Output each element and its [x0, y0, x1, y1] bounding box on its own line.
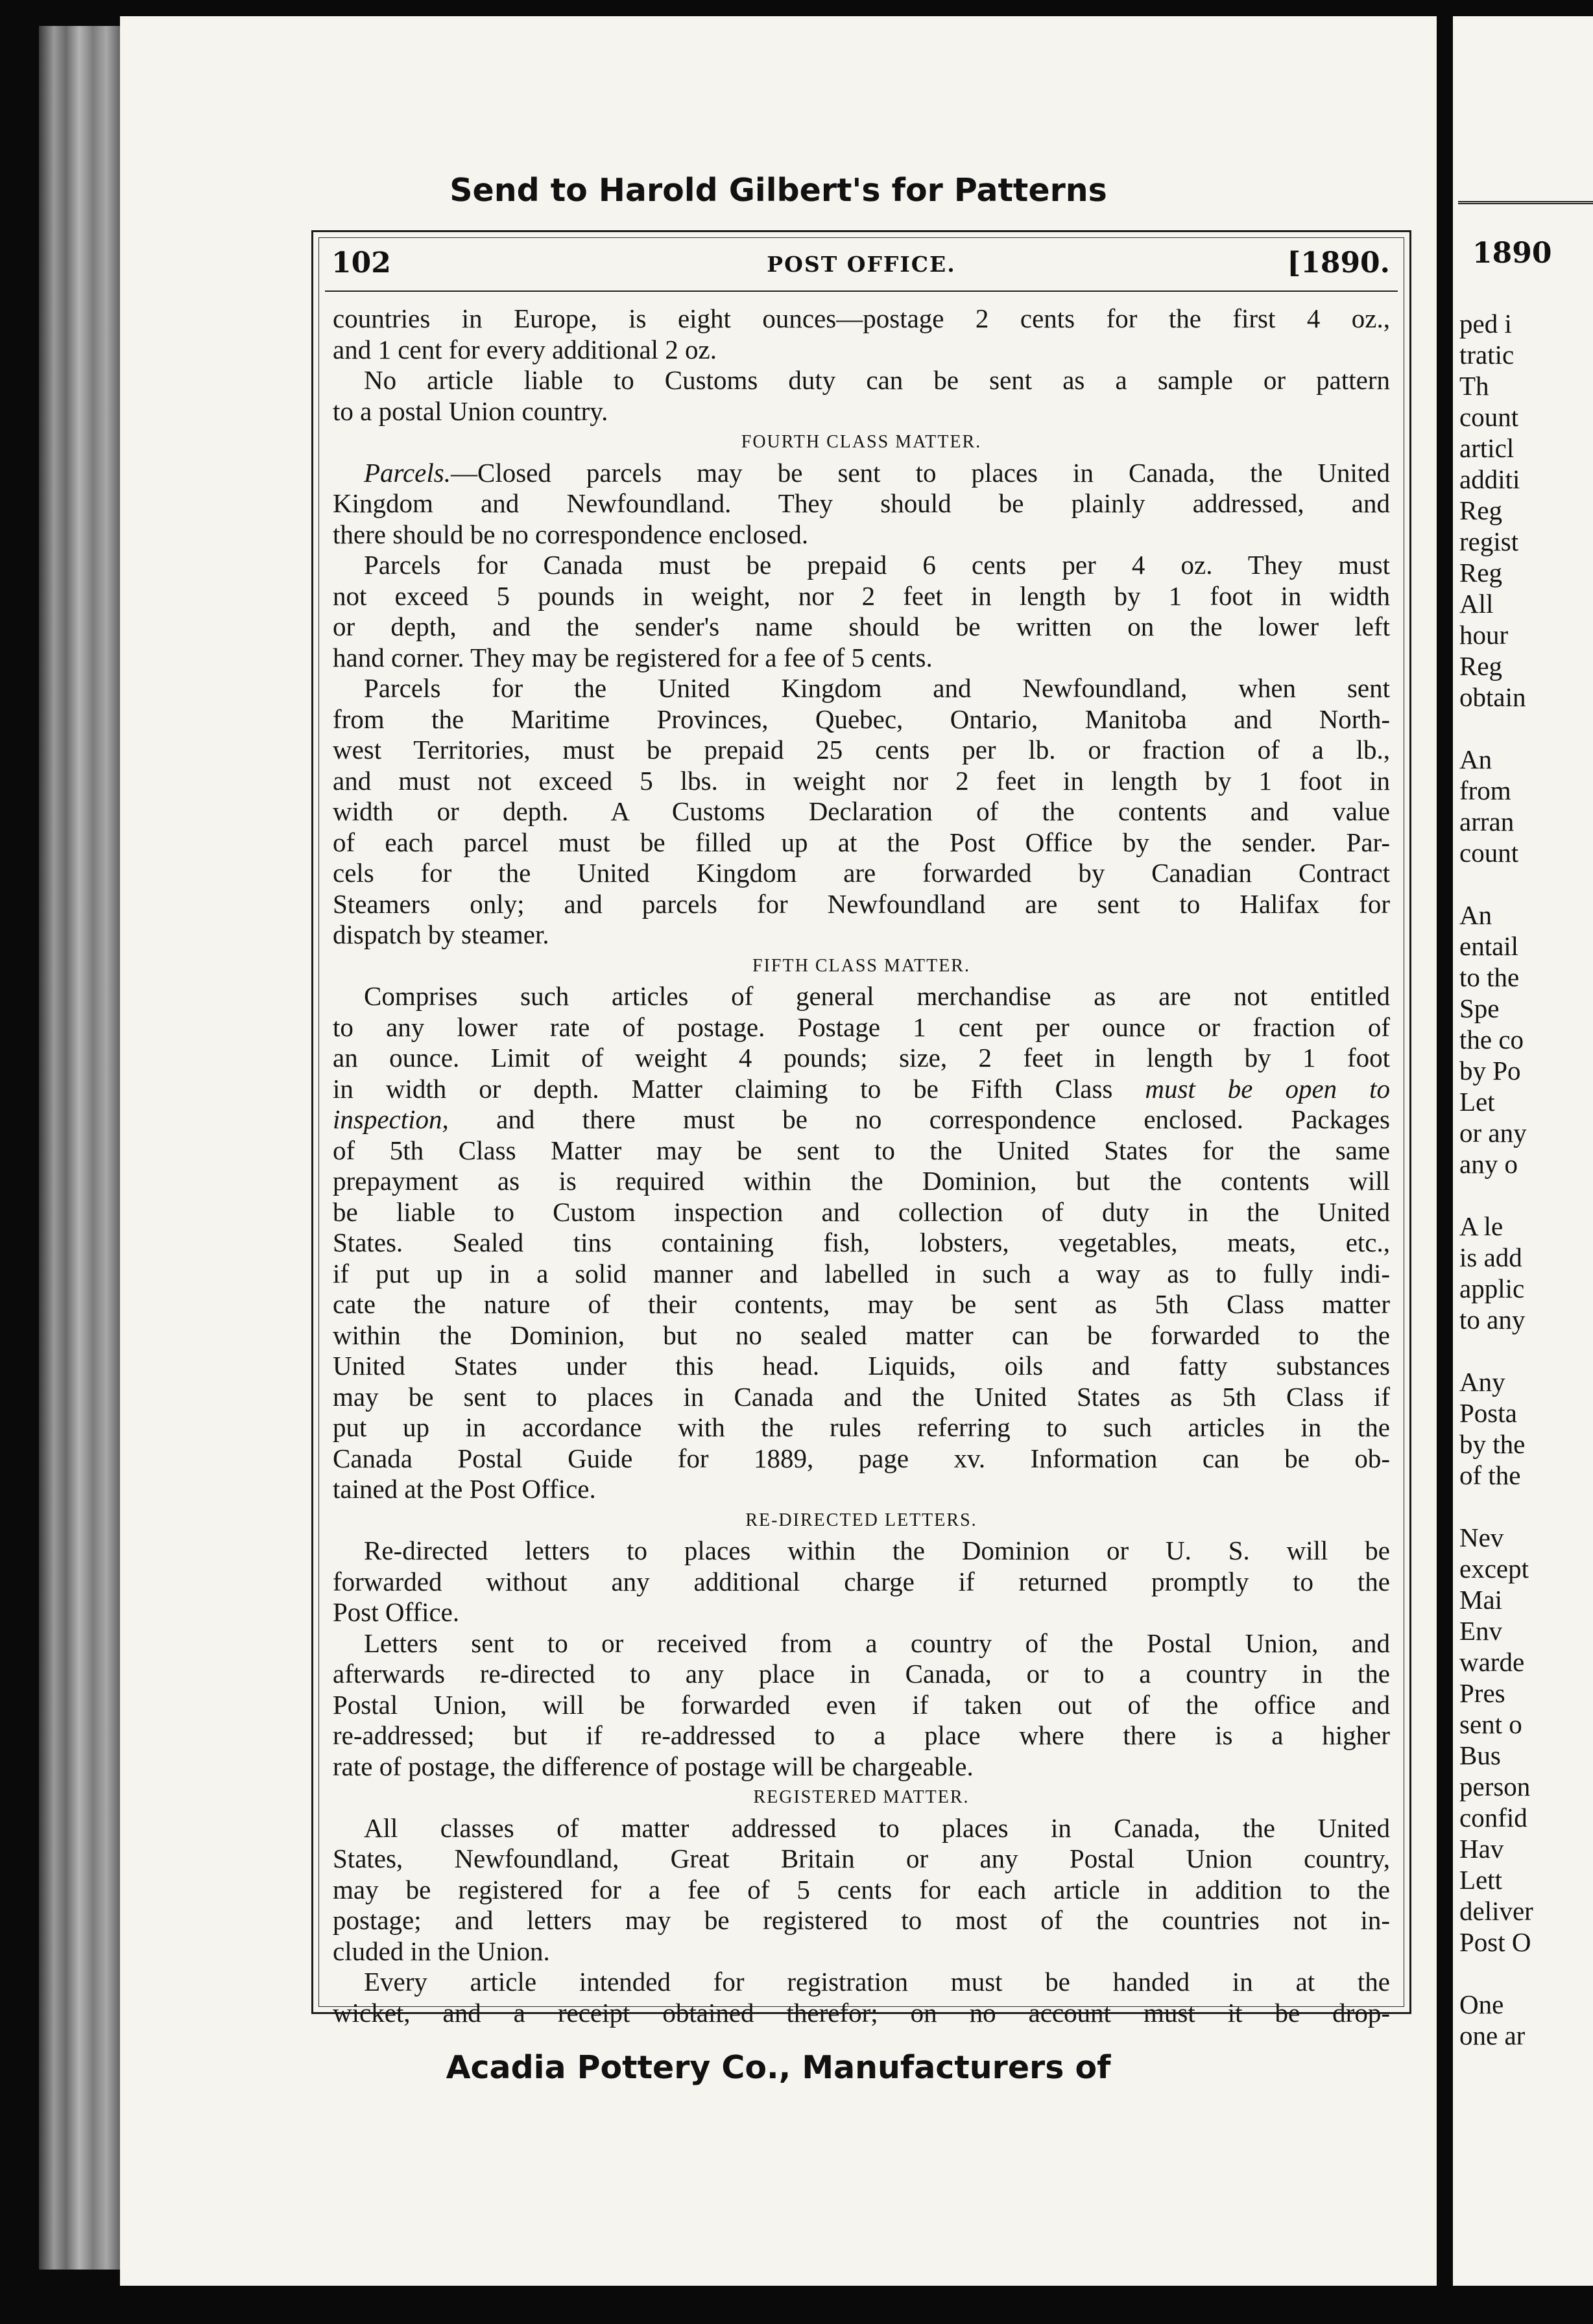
- text-line: No article liable to Customs duty can be sent as a sample or pattern: [364, 365, 1390, 395]
- text-line: of 5th Class Matter may be sent to the United States for the same: [333, 1135, 1390, 1165]
- adjacent-page-line: Post O: [1459, 1927, 1531, 1957]
- page-number: 102: [331, 246, 391, 279]
- adjacent-page-line: obtain: [1459, 682, 1526, 712]
- adjacent-page-line: one ar: [1459, 2021, 1526, 2050]
- adjacent-page-line: by the: [1459, 1429, 1526, 1459]
- text-line: Parcels for the United Kingdom and Newfoundland, when sent: [364, 673, 1390, 703]
- text-line: postage; and letters may be registered to most of the countries not in-: [333, 1905, 1390, 1935]
- text-line: from the Maritime Provinces, Quebec, Ontario, Manitoba and North-: [333, 704, 1390, 734]
- text-line: Letters sent to or received from a country of the Postal Union, and: [364, 1628, 1390, 1658]
- adjacent-page-line: Nev: [1459, 1523, 1504, 1552]
- body-text: [333, 303, 1390, 2028]
- adjacent-page-line: hour: [1459, 620, 1509, 650]
- emphasis-text: must be open to: [1145, 1073, 1390, 1104]
- text-line: hand corner. They may be registered for a fee of 5 cents.: [333, 642, 933, 672]
- text-line: if put up in a solid manner and labelled in such a way as to fully indi-: [333, 1258, 1390, 1288]
- adjacent-page-line: Any: [1459, 1367, 1505, 1397]
- adjacent-page-line: Lett: [1459, 1865, 1503, 1895]
- book-spine: [39, 26, 123, 2270]
- adjacent-page-line: [1459, 1335, 1593, 1366]
- text-line: there should be no correspondence enclosed.: [333, 519, 809, 549]
- text-line: tained at the Post Office.: [333, 1474, 596, 1504]
- adjacent-page-line: One: [1459, 1989, 1504, 2019]
- text-line: Comprises such articles of general merchandise as are not entitled: [364, 981, 1390, 1011]
- adjacent-page-line: warde: [1459, 1647, 1525, 1677]
- adjacent-page-line: from: [1459, 776, 1511, 805]
- adjacent-page-line: [1459, 1958, 1593, 1989]
- text-line: may be registered for a fee of 5 cents for each article in addition to the: [333, 1874, 1390, 1904]
- text-line: and 1 cent for every additional 2 oz.: [333, 334, 717, 364]
- text-line: cels for the United Kingdom are forwarded by Canadian Contract: [333, 858, 1390, 888]
- adjacent-page-line: Reg: [1459, 495, 1503, 525]
- adjacent-page-line: to any: [1459, 1305, 1526, 1334]
- text-line: afterwards re-directed to any place in Canada, or to a country in the: [333, 1659, 1390, 1689]
- adjacent-page-line: sent o: [1459, 1709, 1522, 1739]
- text-line: rate of postage, the difference of postage will be chargeable.: [333, 1751, 974, 1781]
- adjacent-page-line: ped i: [1459, 309, 1512, 338]
- parcels-label: Parcels.: [364, 457, 451, 488]
- text-line: west Territories, must be prepaid 25 cents per lb. or fraction of a lb.,: [333, 735, 1390, 765]
- text-line: be liable to Custom inspection and collection of duty in the United: [333, 1196, 1390, 1227]
- text-line: an ounce. Limit of weight 4 pounds; size, 2 feet in length by 1 foot: [333, 1043, 1390, 1073]
- text-line: wicket, and a receipt obtained therefor; on no account must it be drop-: [333, 1997, 1390, 2028]
- adjacent-page-line: articl: [1459, 433, 1515, 463]
- adjacent-page-line: arran: [1459, 807, 1515, 836]
- adjacent-page-line: An: [1459, 744, 1492, 774]
- header-advertisement: Send to Harold Gilbert's for Patterns: [449, 172, 1107, 209]
- adjacent-page-line: deliver: [1459, 1896, 1533, 1926]
- text-fragment: and there must be no correspondence enclosed. Packages: [448, 1104, 1390, 1134]
- text-line: and must not exceed 5 lbs. in weight nor 2 feet in length by 1 foot in: [333, 765, 1390, 796]
- adjacent-page-line: of the: [1459, 1460, 1521, 1490]
- adjacent-page: [1453, 16, 1593, 2286]
- text-line: Re-directed letters to places within the Dominion or U. S. will be: [364, 1536, 1390, 1565]
- text-line: within the Dominion, but no sealed matter can be forwarded to the: [333, 1320, 1390, 1350]
- adjacent-page-line: Mai: [1459, 1585, 1503, 1615]
- adjacent-page-line: by Po: [1459, 1056, 1521, 1085]
- page-frame: [311, 230, 1411, 2028]
- adjacent-page-line: entail: [1459, 931, 1519, 961]
- adjacent-page-line: tratic: [1459, 340, 1515, 370]
- book-page: [120, 16, 1437, 2286]
- text-line: Steamers only; and parcels for Newfoundland are sent to Halifax for: [333, 888, 1390, 919]
- adjacent-page-line: A le: [1459, 1211, 1503, 1241]
- text-line: [333, 458, 1390, 489]
- text-line: dispatch by steamer.: [333, 919, 549, 949]
- text-line: put up in accordance with the rules referring to such articles in the: [333, 1412, 1390, 1442]
- running-head: [326, 246, 1396, 279]
- text-line: United States under this head. Liquids, oils and fatty substances: [333, 1351, 1390, 1381]
- adjacent-page-line: any o: [1459, 1149, 1518, 1179]
- section-heading-fourth-class: FOURTH CLASS MATTER.: [741, 432, 982, 452]
- adjacent-page-line: Bus: [1459, 1740, 1501, 1770]
- adjacent-page-line: An: [1459, 900, 1492, 930]
- header-rule: [325, 290, 1398, 292]
- adjacent-page-line: [1459, 1180, 1593, 1211]
- adjacent-page-line: is add: [1459, 1242, 1522, 1272]
- adjacent-page-rule: [1458, 201, 1593, 204]
- adjacent-page-line: or any: [1459, 1118, 1527, 1148]
- section-heading-redirected: RE-DIRECTED LETTERS.: [745, 1510, 977, 1530]
- section-heading-fifth-class: FIFTH CLASS MATTER.: [752, 955, 970, 976]
- text-line: to any lower rate of postage. Postage 1 cent per ounce or fraction of: [333, 1012, 1390, 1042]
- adjacent-page-line: [1459, 1491, 1593, 1522]
- text-line: All classes of matter addressed to places in Canada, the United: [364, 1812, 1390, 1843]
- section-title: POST OFFICE.: [767, 252, 956, 277]
- text-line: may be sent to places in Canada and the United States as 5th Class if: [333, 1381, 1390, 1412]
- adjacent-page-line: All: [1459, 589, 1494, 619]
- adjacent-page-line: except: [1459, 1554, 1529, 1583]
- adjacent-page-line: person: [1459, 1772, 1531, 1801]
- text-line: [333, 1104, 1390, 1135]
- text-line: Post Office.: [333, 1597, 460, 1627]
- text-line: Canada Postal Guide for 1889, page xv. Information can be ob-: [333, 1443, 1390, 1473]
- text-line: of each parcel must be filled up at the Post Office by the sender. Par-: [333, 827, 1390, 857]
- text-fragment: in width or depth. Matter claiming to be Fifth Class: [333, 1073, 1145, 1104]
- text-line: or depth, and the sender's name should be written on the lower left: [333, 611, 1390, 641]
- footer-advertisement: Acadia Pottery Co., Manufacturers of: [446, 2049, 1111, 2086]
- text-line: Parcels for Canada must be prepaid 6 cents per 4 oz. They must: [364, 550, 1390, 580]
- adjacent-page-line: confid: [1459, 1803, 1527, 1832]
- adjacent-page-text: [1459, 308, 1593, 2051]
- adjacent-page-line: additi: [1459, 464, 1520, 494]
- adjacent-page-line: Env: [1459, 1616, 1503, 1646]
- text-line: States, Newfoundland, Great Britain or any Postal Union country,: [333, 1844, 1390, 1873]
- text-line: not exceed 5 pounds in weight, nor 2 feet in length by 1 foot in width: [333, 580, 1390, 611]
- adjacent-page-line: the co: [1459, 1025, 1524, 1054]
- adjacent-page-line: Spe: [1459, 993, 1500, 1023]
- text-line: Postal Union, will be forwarded even if taken out of the office and: [333, 1689, 1390, 1720]
- adjacent-page-line: applic: [1459, 1274, 1525, 1303]
- text-line: cate the nature of their contents, may be sent as 5th Class matter: [333, 1289, 1390, 1319]
- adjacent-page-line: Let: [1459, 1087, 1495, 1117]
- text-line: [333, 1074, 1390, 1105]
- adjacent-page-line: [1459, 868, 1593, 899]
- year-label: [1890.: [1287, 246, 1390, 279]
- adjacent-page-line: Reg: [1459, 651, 1503, 681]
- adjacent-page-line: regist: [1459, 527, 1519, 556]
- adjacent-page-line: count: [1459, 402, 1519, 432]
- text-line: countries in Europe, is eight ounces—postage 2 cents for the first 4 oz.,: [333, 303, 1390, 333]
- emphasis-text: inspection,: [333, 1104, 449, 1134]
- adjacent-page-line: count: [1459, 838, 1519, 868]
- text-line: States. Sealed tins containing fish, lobsters, vegetables, meats, etc.,: [333, 1227, 1390, 1257]
- adjacent-page-line: to the: [1459, 962, 1520, 992]
- adjacent-page-line: Reg: [1459, 558, 1503, 587]
- text-line: Kingdom and Newfoundland. They should be plainly addressed, and: [333, 488, 1390, 518]
- text-line: width or depth. A Customs Declaration of the contents and value: [333, 796, 1390, 826]
- adjacent-page-year: 1890: [1472, 237, 1552, 270]
- adjacent-page-line: Th: [1459, 371, 1489, 401]
- text-line: re-addressed; but if re-addressed to a place where there is a higher: [333, 1720, 1390, 1750]
- text-line: to a postal Union country.: [333, 396, 608, 426]
- section-heading-registered: REGISTERED MATTER.: [753, 1787, 970, 1807]
- adjacent-page-line: Posta: [1459, 1398, 1517, 1428]
- text-line: prepayment as is required within the Dominion, but the contents will: [333, 1166, 1390, 1196]
- text-line: cluded in the Union.: [333, 1936, 550, 1966]
- text-line: forwarded without any additional charge if returned promptly to the: [333, 1566, 1390, 1596]
- adjacent-page-line: Hav: [1459, 1834, 1504, 1864]
- text-line: Every article intended for registration must be handed in at the: [364, 1967, 1390, 1997]
- text-fragment: —Closed parcels may be sent to places in Canada, the United: [450, 457, 1390, 488]
- adjacent-page-line: Pres: [1459, 1678, 1505, 1708]
- adjacent-page-line: [1459, 713, 1593, 744]
